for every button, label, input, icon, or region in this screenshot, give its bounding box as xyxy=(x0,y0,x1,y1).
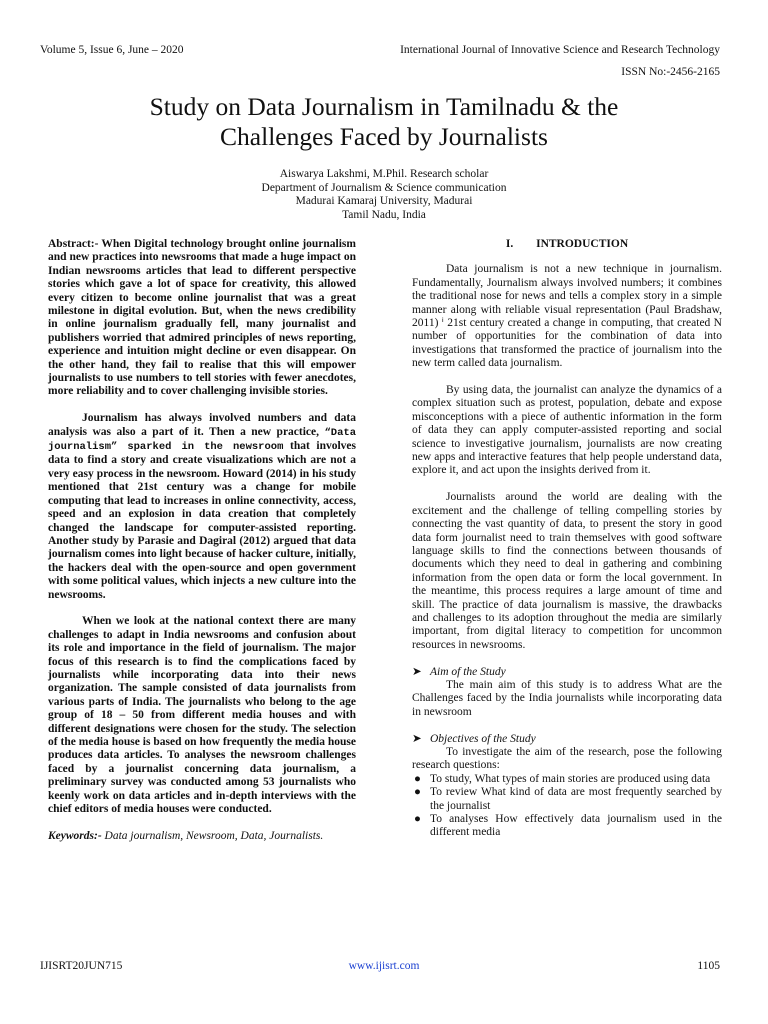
title-line-2: Challenges Faced by Journalists xyxy=(220,122,548,151)
title-line-1: Study on Data Journalism in Tamilnadu & the xyxy=(149,92,619,121)
paper-title xyxy=(40,92,728,152)
paper-id: IJISRT20JUN715 xyxy=(40,960,123,972)
keywords: Keywords:- Data journalism, Newsroom, Data, Journalists. xyxy=(48,829,324,842)
arrow-bullet-icon: ➤ xyxy=(412,665,422,678)
issn: ISSN No:-2456-2165 xyxy=(621,66,720,78)
journal-name: International Journal of Innovative Science and Research Technology xyxy=(400,44,720,56)
arrow-bullet-icon: ➤ xyxy=(412,732,422,745)
bullet-dot-icon: ● xyxy=(414,786,421,799)
author-university: Madurai Kamaraj University, Madurai xyxy=(295,195,473,207)
author-block xyxy=(40,168,728,222)
objectives-heading: ➤ Objectives of the Study xyxy=(412,732,536,745)
keywords-label: Keywords:- xyxy=(48,829,102,842)
abstract: Abstract:- When Digital technology brought online journalism and new practices into newsrooms that made a huge impact on Indian newsrooms articles that lead to different perspective stories which gave a lot of space for creativity, this allowed every citizen to become online journalist that was a great milestone in digital evolution. But, when the news credibility in online journalism gradually fell, many journalist and publishers worried that admired principles of news reporting, experience and intuition might decline or even disappear. On the other hand, they fail to realise that this will empower journalists to use numbers to tell stories with fewer anecdotes, more reliability and to cover challenging invisible stories. xyxy=(48,238,356,398)
page-number: 1105 xyxy=(697,960,720,972)
intro-paragraph-1: Data journalism is not a new technique in journalism. Fundamentally, Journalism always involved numbers; it combines the traditional nose for news and tells a complex story in a simple manner along with reliable visual representation (Paul Bradshaw, 2011) ⁱ 21st century created a change in computing, that created N number of opportunities for the combination of data into investigations that transformed the practice of journalism into the new term called data journalism. xyxy=(412,263,722,370)
author-name: Aiswarya Lakshmi, M.Phil. Research scholar xyxy=(279,168,489,180)
objectives-paragraph: To investigate the aim of the research, pose the following research questions: xyxy=(412,745,722,772)
bullet-dot-icon: ● xyxy=(414,772,421,785)
aim-heading: ➤ Aim of the Study xyxy=(412,665,506,678)
list-item: ● To analyses How effectively data journalism used in the different media xyxy=(414,813,722,839)
author-department: Department of Journalism & Science communication xyxy=(261,181,507,194)
paragraph-data-journalism: Journalism has always involved numbers and data analysis was also a part of it. Then a new practice, “Data journalism” sparked in the newsroom that involves data to find a story and create visualizations which are not a very easy process in the newsroom. Howard (2014) in his study mentioned that 21st century was a change for mobile computing that lead to increases in online connectivity, access, speed and an explosion in data creation that completely changed the landscape for computer-assisted reporting. Another study by Parasie and Dagiral (2012) argued that data journalism comes into light because of hacker culture, initially, the hackers deal with the open-source and open government with some political values, which injects a new culture into the newsrooms. xyxy=(48,412,357,601)
intro-paragraph-2: By using data, the journalist can analyze the dynamics of a complex situation such as protest, population, debate and expose misconceptions with a piece of authentic information in the form of data they can apply computer-assisted reporting and social science to investigative journalism, journalists are now creating new apps and interactive features that help people understand data, explore it, and act upon the insights derived from it. xyxy=(412,384,722,477)
paragraph-national-context: When we look at the national context there are many challenges to adapt in India newsrooms and confusion about its role and importance in the field of journalism. The major focus of this research is to find the complications faced by journalists while incorporating data into their news organization. The sample consisted of data journalists from various parts of India. The journalists who belong to the age group of 18 – 50 from different media houses and with different designations were chosen for the study. The selection of the media house is based on how frequently the media house produces data articles. To analyses the newsroom challenges faced by a journalist concerning data journalism, a preliminary survey was conducted among 53 journalists who keenly work on data articles and in-depth interviews with the chief editors of media houses were conducted. xyxy=(48,615,356,816)
inline-mono-text: “Data journalism” sparked in the newsroom xyxy=(48,426,357,454)
bullet-dot-icon: ● xyxy=(414,813,421,825)
volume-info: Volume 5, Issue 6, June – 2020 xyxy=(40,44,184,56)
section-heading: I. INTRODUCTION xyxy=(505,238,629,250)
list-item: ● To study, What types of main stories are produced using data xyxy=(414,772,711,785)
author-location: Tamil Nadu, India xyxy=(342,208,426,221)
intro-paragraph-3: Journalists around the world are dealing with the excitement and the challenge of telling compelling stories by connecting the vast quantity of data, to present the story in good data form journalist need to train themselves with good software language skills to find the connections between thousands of documents which they need to deal in gathering and combining information from the open data or form the local government. In the meantime, this process requires a large amount of time and skill. The practice of data journalism is massive, the drawbacks and challenges to its adoption throughout the media are similarly important, from digital literacy to competition for uncommon resources in newsrooms. xyxy=(412,491,722,651)
objectives-list xyxy=(412,773,722,840)
journal-website-link[interactable]: www.ijisrt.com xyxy=(348,960,420,972)
right-column xyxy=(412,238,722,840)
left-column xyxy=(48,238,356,857)
aim-paragraph: The main aim of this study is to address What are the Challenges faced by the India journalists while incorporating data in newsroom xyxy=(412,678,722,718)
list-item: ● To review What kind of data are most frequently searched by the journalist xyxy=(414,786,722,812)
